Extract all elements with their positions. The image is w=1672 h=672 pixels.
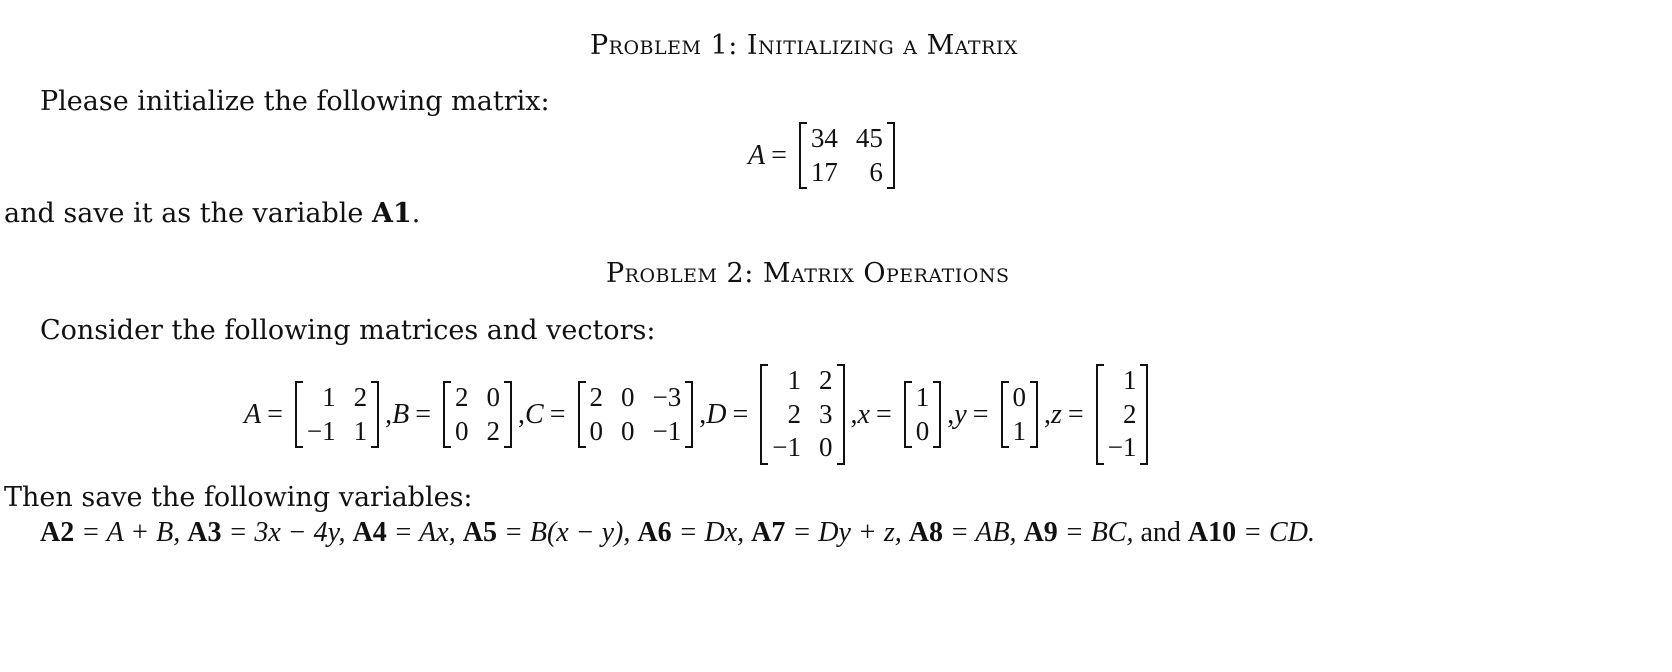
assignment-expr: = B(x − y), (496, 517, 638, 548)
label-C: C (525, 398, 544, 430)
matrix-cell: 0 (621, 415, 635, 446)
assignment-var: A3 (187, 517, 222, 548)
assignment-var: A2 (40, 517, 75, 548)
connector-text: and (1140, 517, 1188, 548)
equals-sign: = (771, 139, 787, 171)
comma: , (518, 398, 526, 430)
label-B: B (392, 398, 410, 430)
bracket-right (685, 381, 693, 448)
matrix-cell: 1 (353, 415, 368, 446)
comma: , (850, 398, 858, 430)
equals-sign: = (972, 398, 989, 430)
matrices-vectors-row (244, 364, 1154, 465)
matrix-cell: 0 (915, 415, 930, 446)
assignment-var: A8 (908, 517, 943, 548)
label-z: z (1051, 398, 1062, 430)
label-y: y (954, 398, 967, 430)
matrix-cell: −1 (772, 432, 802, 463)
bracket-left (799, 122, 807, 189)
bracket-left (1001, 381, 1009, 448)
matrix-label: A (748, 139, 766, 171)
matrix-cell: 1 (322, 381, 336, 412)
matrix-cell: 0 (455, 415, 469, 446)
matrix-cell: 0 (819, 432, 833, 463)
assignment-var: A5 (462, 517, 497, 548)
comma: , (385, 398, 393, 430)
save-prefix: and save it as the variable (4, 198, 372, 229)
label-A: A (244, 398, 262, 430)
matrix-cell: 2 (787, 398, 802, 429)
matrix-cell: −1 (1107, 432, 1137, 463)
bracket-right (887, 122, 895, 189)
matrix-cell: 1 (915, 381, 930, 412)
vector-y (1001, 381, 1039, 448)
matrix-A (295, 381, 379, 448)
problem2-then-text: Then save the following variables: (4, 482, 473, 513)
assignment-var: A4 (352, 517, 387, 548)
problem1-save-text (4, 198, 420, 229)
assignment-expr: = Dx, (671, 517, 752, 548)
assignment-expr: = 3x − 4y, (221, 517, 353, 548)
assignment-var: A6 (637, 517, 672, 548)
problem2-heading: Problem 2: Matrix Operations (606, 258, 1010, 289)
problem1-heading: Problem 1: Initializing a Matrix (590, 30, 1018, 61)
bracket-right (933, 381, 941, 448)
equals-sign: = (549, 398, 566, 430)
comma: , (1044, 398, 1051, 430)
assignment-expr: = BC, (1057, 517, 1141, 548)
matrix-cell: 1 (787, 365, 802, 395)
bracket-right (837, 364, 845, 465)
label-D: D (706, 398, 727, 430)
matrix-cell: 1 (1122, 365, 1137, 395)
matrix-B (443, 381, 512, 448)
assignment-var: A7 (751, 517, 786, 548)
equals-sign: = (267, 398, 283, 430)
bracket-left (1096, 364, 1104, 465)
matrix-cell: −3 (652, 381, 682, 412)
matrix-cell: 34 (810, 123, 838, 153)
save-var: A1 (372, 198, 412, 229)
assignment-expr: = A + B, (74, 517, 188, 548)
matrix-cell: 6 (869, 156, 883, 187)
bracket-left (295, 381, 303, 448)
matrix-cell: 3 (819, 398, 833, 429)
matrix-cell: 0 (621, 381, 635, 412)
matrix-cell: 2 (353, 381, 368, 412)
matrix-cell: 2 (486, 415, 501, 446)
equals-sign: = (875, 398, 892, 430)
problem1-intro: Please initialize the following matrix: (40, 86, 550, 117)
bracket-right (1030, 381, 1038, 448)
bracket-left (760, 364, 768, 465)
matrix-C (578, 381, 694, 448)
matrix-A1 (799, 122, 895, 189)
matrix-cell: −1 (652, 415, 682, 446)
matrix-A1-equation (748, 122, 901, 189)
comma: , (699, 398, 707, 430)
assignment-expr: = CD. (1236, 517, 1315, 548)
matrix-D (760, 364, 844, 465)
equals-sign: = (732, 398, 749, 430)
bracket-left (904, 381, 912, 448)
bracket-left (443, 381, 451, 448)
comma: , (947, 398, 955, 430)
bracket-right (371, 381, 379, 448)
matrix-cell: 2 (455, 381, 469, 412)
matrix-cell: 2 (819, 365, 833, 395)
equals-sign: = (415, 398, 432, 430)
save-suffix: . (411, 198, 421, 229)
assignment-var: A10 (1187, 517, 1237, 548)
matrix-cell: 2 (1122, 398, 1137, 429)
vector-z (1096, 364, 1149, 465)
matrix-cell: 0 (589, 415, 604, 446)
label-x: x (857, 398, 870, 430)
matrix-cell: 1 (1012, 415, 1026, 446)
bracket-left (578, 381, 586, 448)
bracket-right (1140, 364, 1148, 465)
matrix-cell: 17 (810, 156, 838, 187)
matrix-cell: 0 (486, 381, 501, 412)
problem2-intro: Consider the following matrices and vectors: (40, 315, 656, 346)
matrix-cell: 2 (589, 381, 604, 412)
assignment-expr: = AB, (942, 517, 1024, 548)
matrix-cell: −1 (306, 415, 336, 446)
vector-x (904, 381, 942, 448)
matrix-cell: 45 (855, 123, 883, 153)
assignments-line (40, 517, 1315, 549)
matrix-cell: 0 (1012, 381, 1026, 412)
assignment-expr: = Ax, (386, 517, 463, 548)
bracket-right (504, 381, 512, 448)
assignment-var: A9 (1023, 517, 1058, 548)
assignment-expr: = Dy + z, (785, 517, 909, 548)
equals-sign: = (1067, 398, 1084, 430)
